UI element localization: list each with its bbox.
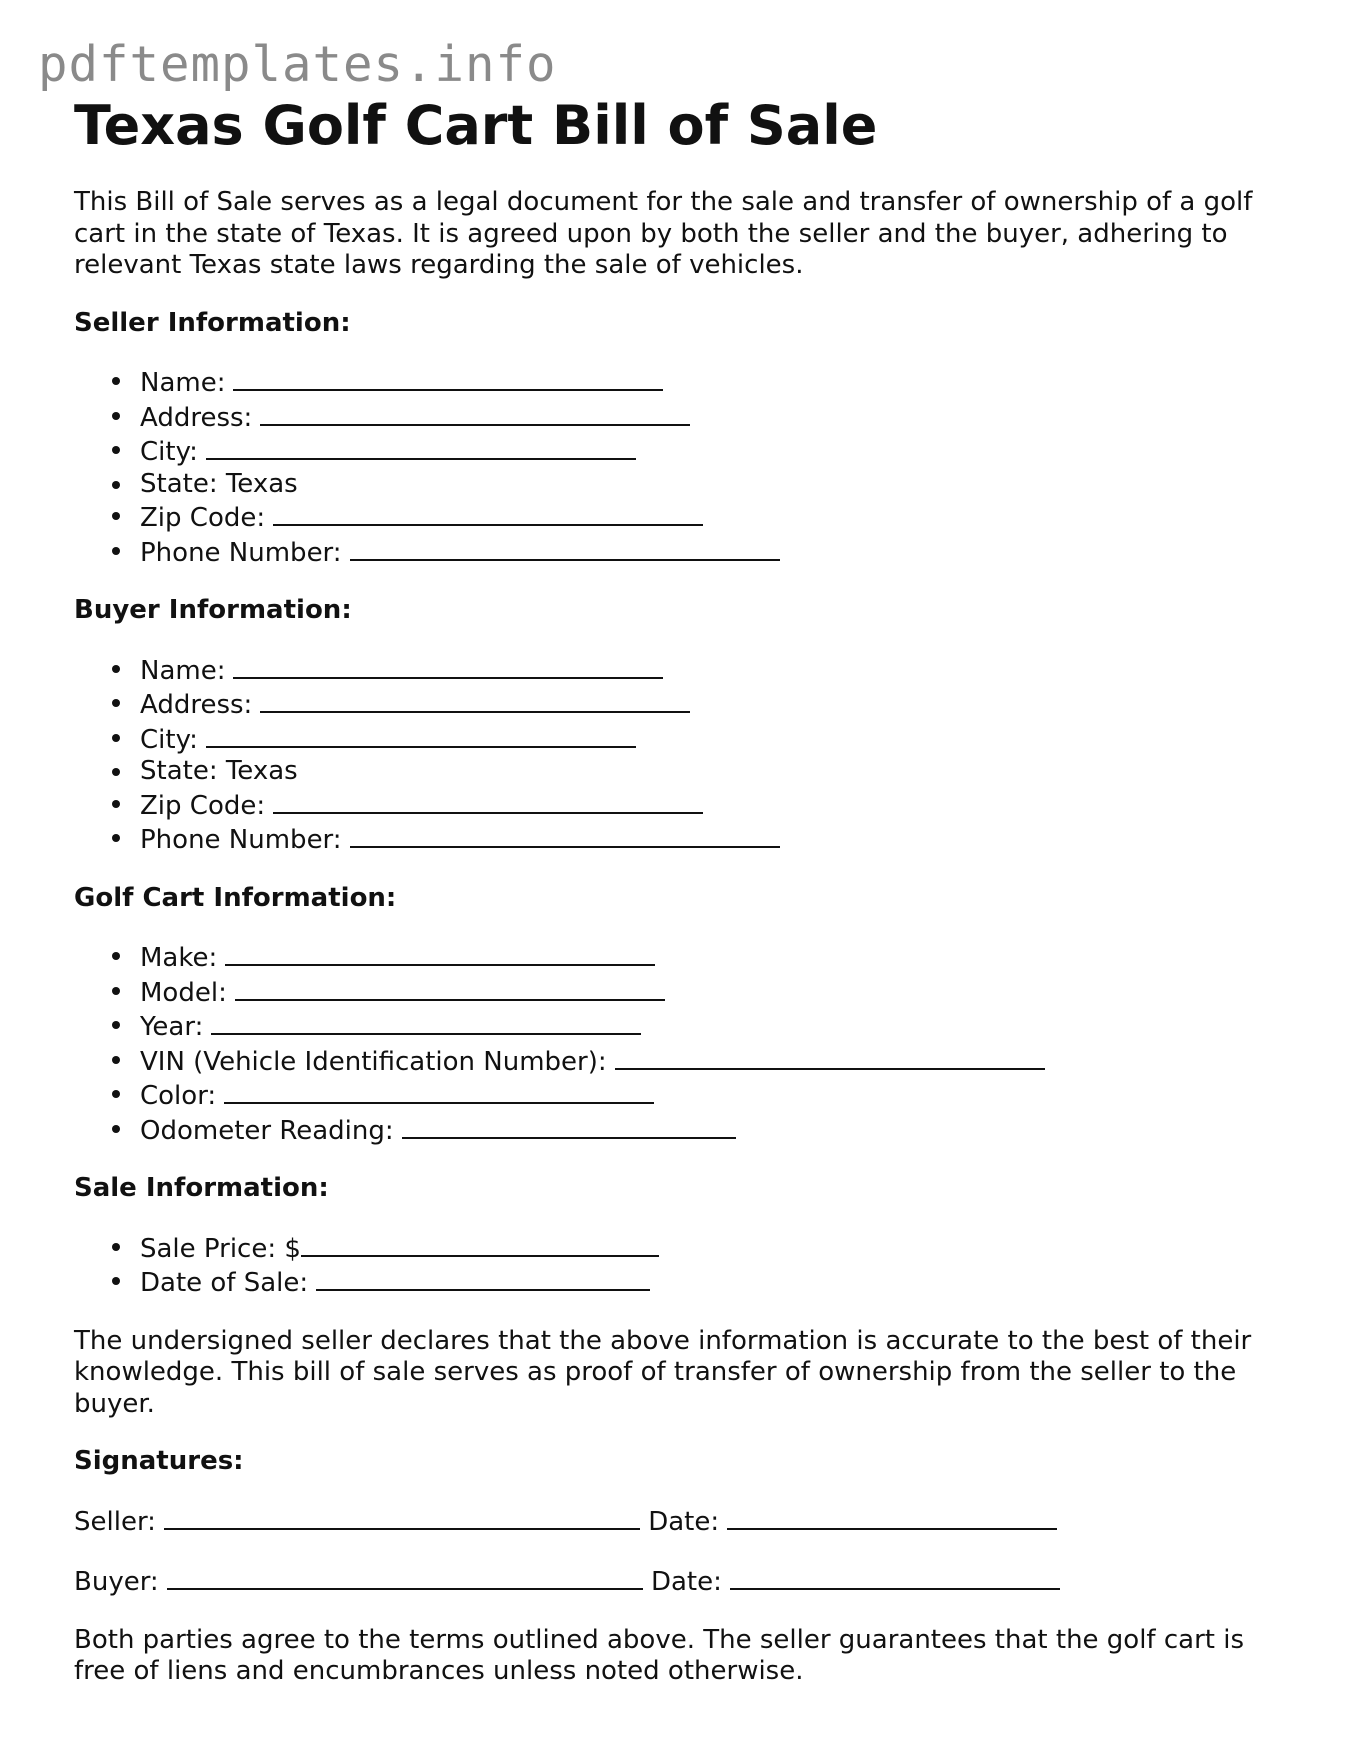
list-item	[74, 365, 1294, 400]
document-title: Texas Golf Cart Bill of Sale	[74, 94, 878, 157]
buyer-name-label: Name:	[140, 655, 226, 686]
buyer-heading: Buyer Information:	[74, 595, 352, 626]
seller-name-field[interactable]	[233, 365, 663, 391]
buyer-city-label: City:	[140, 724, 198, 755]
cart-fields	[74, 940, 1294, 1147]
list-item	[74, 940, 1294, 975]
buyer-name-field[interactable]	[233, 653, 663, 679]
cart-vin-label: VIN (Vehicle Identification Number):	[140, 1046, 607, 1077]
buyer-address-field[interactable]	[260, 687, 690, 713]
cart-make-field[interactable]	[225, 940, 655, 966]
watermark: pdftemplates.info	[38, 36, 557, 93]
cart-heading: Golf Cart Information:	[74, 882, 397, 913]
cart-odometer-field[interactable]	[402, 1113, 736, 1139]
buyer-state-label: State: Texas	[140, 756, 298, 787]
seller-address-label: Address:	[140, 402, 253, 433]
buyer-signature-label: Buyer:	[74, 1567, 159, 1598]
seller-address-field[interactable]	[260, 400, 690, 426]
buyer-phone-label: Phone Number:	[140, 825, 342, 856]
list-item	[74, 1231, 1294, 1266]
sale-price-label: Sale Price: $	[140, 1233, 301, 1264]
buyer-date-label: Date:	[650, 1567, 722, 1598]
intro-paragraph: This Bill of Sale serves as a legal document for the sale and transfer of ownership of a golf cart in the state of Texas. It is agreed upon by both the seller and the buyer, adhering to relevant Texas state laws regarding the sale of vehicles.	[74, 187, 1253, 281]
list-item	[74, 822, 1294, 857]
list-item	[74, 788, 1294, 823]
list-item	[74, 722, 1294, 757]
seller-city-label: City:	[140, 437, 198, 468]
seller-phone-field[interactable]	[350, 535, 780, 561]
list-item	[74, 1078, 1294, 1113]
cart-model-label: Model:	[140, 977, 227, 1008]
seller-name-label: Name:	[140, 368, 226, 399]
cart-year-label: Year:	[140, 1012, 204, 1043]
seller-state-label: State: Texas	[140, 468, 298, 499]
buyer-phone-field[interactable]	[350, 822, 780, 848]
list-item	[74, 500, 1294, 535]
sale-price-field[interactable]	[301, 1231, 659, 1257]
seller-signature-label: Seller:	[74, 1506, 156, 1537]
list-item	[74, 653, 1294, 688]
list-item	[74, 975, 1294, 1010]
buyer-signature-field[interactable]	[167, 1564, 643, 1590]
sale-heading: Sale Information:	[74, 1173, 329, 1204]
list-item	[74, 434, 1294, 469]
cart-vin-field[interactable]	[615, 1044, 1045, 1070]
buyer-zip-field[interactable]	[273, 788, 703, 814]
cart-color-label: Color:	[140, 1081, 217, 1112]
declaration-paragraph: The undersigned seller declares that the above information is accurate to the best of their knowledge. This bill of sale serves as proof of transfer of ownership from the seller to the buyer.	[74, 1325, 1252, 1419]
seller-phone-label: Phone Number:	[140, 537, 342, 568]
list-item	[74, 400, 1294, 435]
seller-heading: Seller Information:	[74, 307, 351, 338]
seller-signature-field[interactable]	[164, 1504, 640, 1530]
buyer-address-label: Address:	[140, 690, 253, 721]
list-item	[74, 535, 1294, 570]
closing-paragraph: Both parties agree to the terms outlined above. The seller guarantees that the golf cart is free of liens and encumbrances unless noted otherwise.	[74, 1624, 1244, 1687]
buyer-city-field[interactable]	[206, 722, 636, 748]
sale-date-field[interactable]	[316, 1265, 650, 1291]
seller-signature-row	[74, 1504, 1294, 1539]
sale-fields	[74, 1231, 1294, 1300]
seller-date-label: Date:	[648, 1506, 720, 1537]
signatures-heading: Signatures:	[74, 1446, 244, 1477]
sale-date-label: Date of Sale:	[140, 1268, 309, 1299]
seller-zip-field[interactable]	[273, 500, 703, 526]
list-item	[74, 756, 1294, 788]
list-item	[74, 469, 1294, 501]
seller-date-field[interactable]	[727, 1504, 1057, 1530]
seller-zip-label: Zip Code:	[140, 503, 266, 534]
list-item	[74, 1113, 1294, 1148]
cart-model-field[interactable]	[235, 975, 665, 1001]
cart-year-field[interactable]	[211, 1009, 641, 1035]
list-item	[74, 1265, 1294, 1300]
list-item	[74, 1009, 1294, 1044]
buyer-fields	[74, 653, 1294, 857]
document-page	[74, 96, 1294, 1688]
buyer-zip-label: Zip Code:	[140, 790, 266, 821]
cart-make-label: Make:	[140, 943, 218, 974]
buyer-signature-row	[74, 1564, 1294, 1599]
cart-odometer-label: Odometer Reading:	[140, 1115, 394, 1146]
list-item	[74, 1044, 1294, 1079]
seller-city-field[interactable]	[206, 434, 636, 460]
seller-fields	[74, 365, 1294, 569]
buyer-date-field[interactable]	[730, 1564, 1060, 1590]
cart-color-field[interactable]	[224, 1078, 654, 1104]
list-item	[74, 687, 1294, 722]
